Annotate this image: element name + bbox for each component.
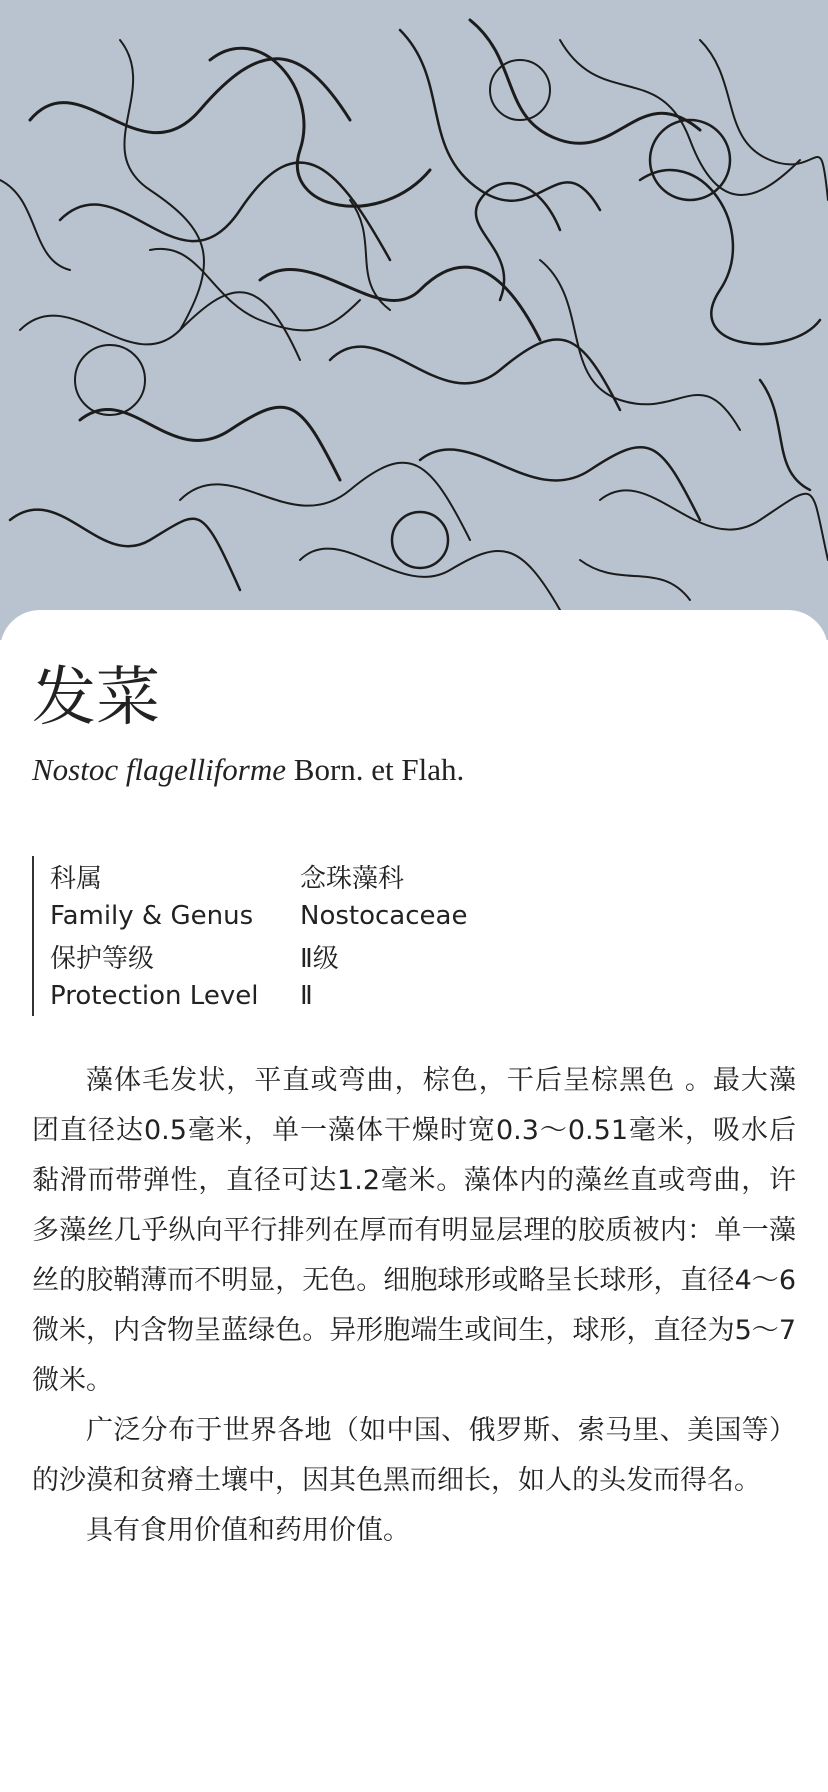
hair-moss-photo — [0, 0, 828, 640]
info-value: Ⅱ级 — [300, 943, 339, 974]
content-card — [0, 610, 828, 1792]
info-row-protection-cn — [50, 936, 467, 976]
latin-name: Nostoc flagelliforme — [32, 752, 287, 787]
info-label: 科属 — [50, 863, 103, 894]
description-paragraph: 藻体毛发状，平直或弯曲，棕色，干后呈棕黑色 。最大藻团直径达0.5毫米，单一藻体干燥时宽0.3～0.51毫米，吸水后黏滑而带弹性，直径可达1.2毫米。藻体内的藻丝直或弯曲，许多藻丝几乎纵向平行排列在厚而有明显层理的胶质被内：单一藻丝的胶鞘薄而不明显，无色。细胞球形或略呈长球形，直径4～6 微米，内含物呈蓝绿色。异形胞端生或间生，球形，直径为5～7微米。 — [32, 1065, 823, 1396]
info-value: 念珠藻科 — [300, 863, 405, 894]
info-label: 保护等级 — [50, 943, 155, 974]
info-label: Protection Level — [50, 981, 259, 1011]
info-table — [32, 856, 467, 1016]
info-row-family-en — [50, 896, 467, 936]
info-row-family-cn — [50, 856, 467, 896]
info-value: Ⅱ — [300, 981, 313, 1011]
info-value: Nostocaceae — [300, 901, 468, 931]
hero-photo — [0, 0, 828, 640]
description — [32, 1056, 823, 1556]
scientific-name — [32, 750, 464, 790]
name-author: Born. et Flah. — [293, 752, 465, 787]
info-label: Family & Genus — [50, 901, 254, 931]
page-title: 发菜 — [32, 661, 160, 735]
description-paragraph: 具有食用价值和药用价值。 — [86, 1515, 410, 1546]
description-paragraph: 广泛分布于世界各地（如中国、俄罗斯、索马里、美国等）的沙漠和贫瘠土壤中，因其色黑而细长，如人的头发而得名。 — [32, 1415, 796, 1496]
info-row-protection-en — [50, 976, 467, 1016]
